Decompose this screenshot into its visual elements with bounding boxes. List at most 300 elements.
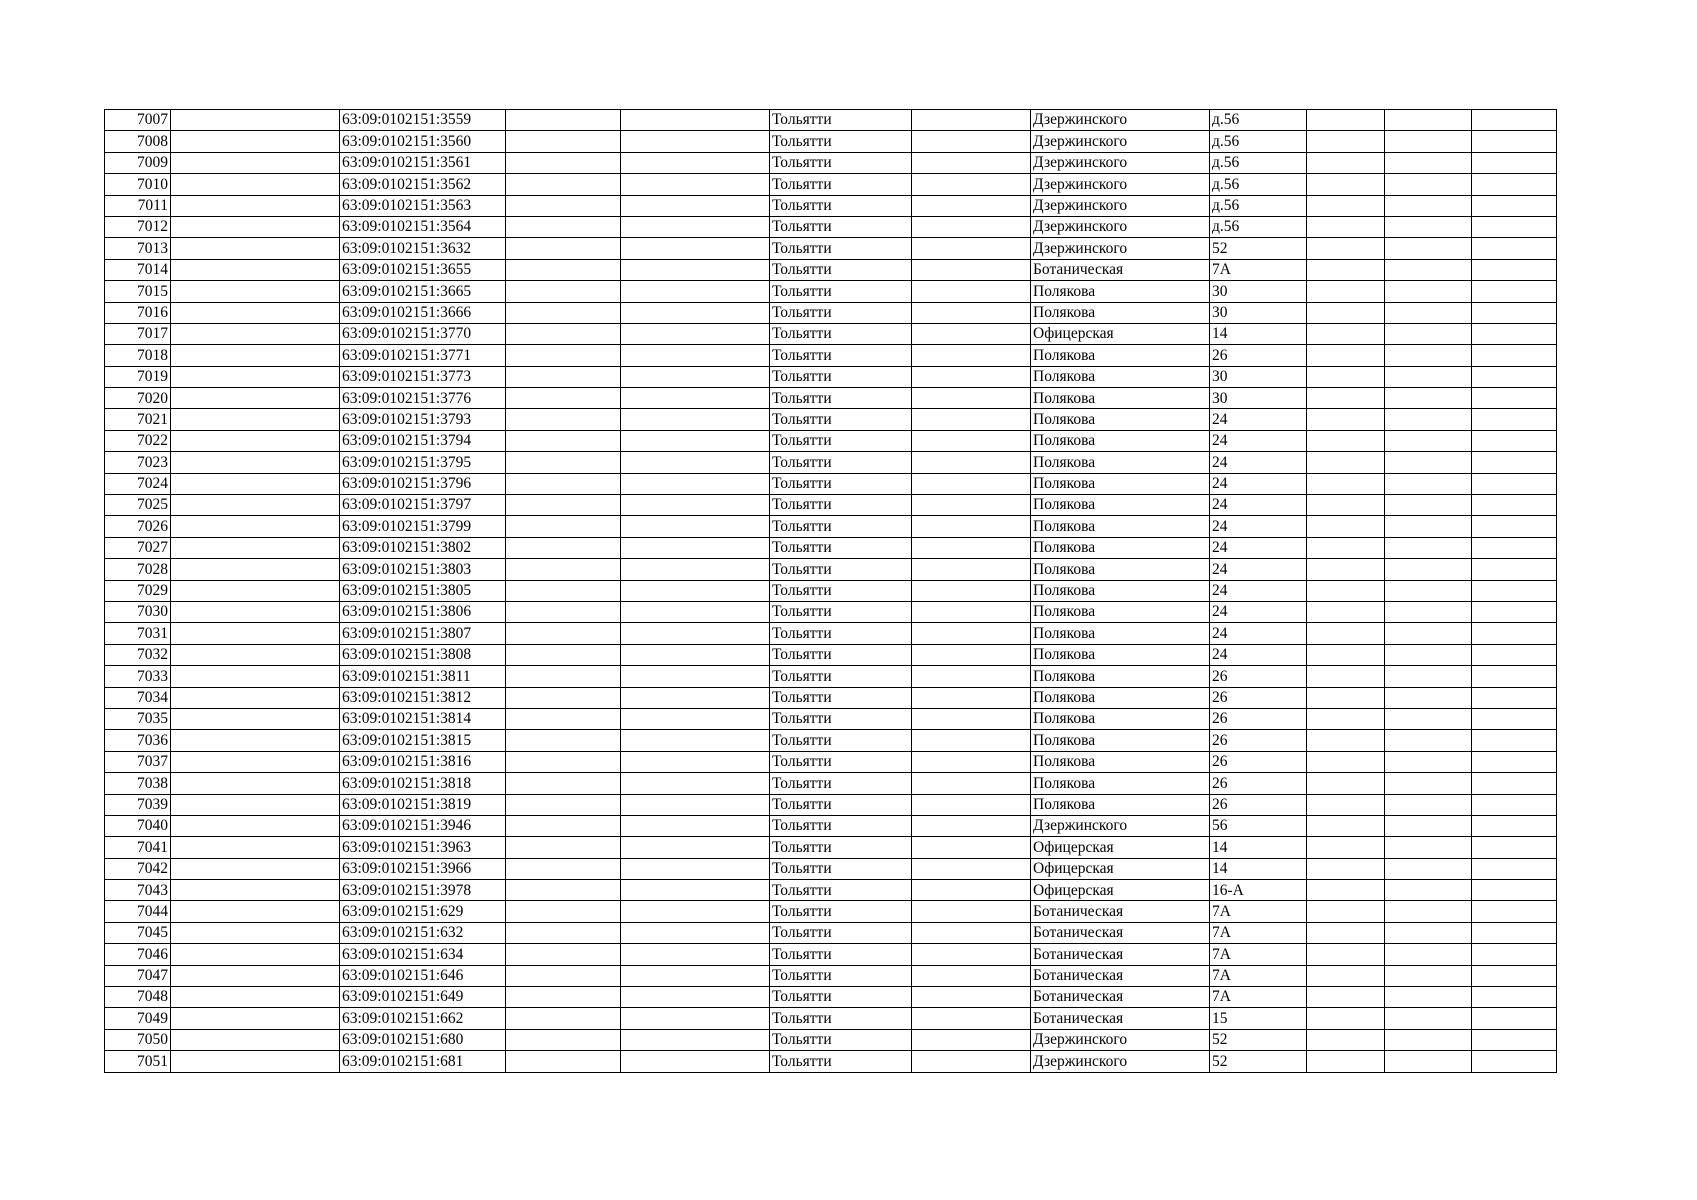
city-cell: Тольятти [770, 110, 912, 131]
empty-cell [506, 345, 621, 366]
table-row [105, 388, 1557, 409]
empty-cell [1307, 987, 1385, 1008]
empty-cell [1472, 815, 1557, 836]
cadastral-number-cell: 63:09:0102151:634 [340, 944, 506, 965]
empty-cell [1472, 880, 1557, 901]
street-cell: Ботаническая [1031, 901, 1210, 922]
cadastral-number-cell: 63:09:0102151:3946 [340, 815, 506, 836]
empty-cell [1307, 281, 1385, 302]
house-number-cell: 26 [1210, 730, 1307, 751]
empty-cell [1385, 495, 1472, 516]
empty-cell [506, 815, 621, 836]
house-number-cell: 14 [1210, 837, 1307, 858]
empty-cell [621, 216, 770, 237]
street-cell: Полякова [1031, 708, 1210, 729]
street-cell: Ботаническая [1031, 944, 1210, 965]
empty-cell [1307, 751, 1385, 772]
empty-cell [171, 238, 340, 259]
empty-cell [506, 580, 621, 601]
table-row [105, 773, 1557, 794]
table-row [105, 858, 1557, 879]
house-number-cell: 7А [1210, 944, 1307, 965]
empty-cell [1385, 559, 1472, 580]
empty-cell [1385, 302, 1472, 323]
empty-cell [621, 110, 770, 131]
cadastral-number-cell: 63:09:0102151:3816 [340, 751, 506, 772]
empty-cell [1307, 708, 1385, 729]
row-number-cell: 7028 [105, 559, 171, 580]
cadastral-number-cell: 63:09:0102151:3814 [340, 708, 506, 729]
empty-cell [1385, 1051, 1472, 1072]
empty-cell [171, 152, 340, 173]
cadastral-number-cell: 63:09:0102151:3794 [340, 430, 506, 451]
street-cell: Ботаническая [1031, 1008, 1210, 1029]
empty-cell [1307, 259, 1385, 280]
table-row [105, 238, 1557, 259]
city-cell: Тольятти [770, 965, 912, 986]
empty-cell [506, 559, 621, 580]
empty-cell [506, 409, 621, 430]
empty-cell [1307, 601, 1385, 622]
empty-cell [1385, 1029, 1472, 1050]
empty-cell [171, 730, 340, 751]
table-row [105, 452, 1557, 473]
row-number-cell: 7040 [105, 815, 171, 836]
empty-cell [1307, 195, 1385, 216]
empty-cell [912, 858, 1031, 879]
empty-cell [912, 922, 1031, 943]
city-cell: Тольятти [770, 452, 912, 473]
empty-cell [506, 666, 621, 687]
empty-cell [1307, 152, 1385, 173]
city-cell: Тольятти [770, 644, 912, 665]
house-number-cell: 24 [1210, 452, 1307, 473]
empty-cell [171, 623, 340, 644]
empty-cell [171, 708, 340, 729]
street-cell: Дзержинского [1031, 238, 1210, 259]
house-number-cell: 24 [1210, 580, 1307, 601]
row-number-cell: 7034 [105, 687, 171, 708]
empty-cell [171, 794, 340, 815]
house-number-cell: 52 [1210, 238, 1307, 259]
empty-cell [171, 281, 340, 302]
table-row [105, 944, 1557, 965]
cadastral-number-cell: 63:09:0102151:646 [340, 965, 506, 986]
empty-cell [1385, 1008, 1472, 1029]
house-number-cell: д.56 [1210, 131, 1307, 152]
city-cell: Тольятти [770, 345, 912, 366]
empty-cell [1307, 1051, 1385, 1072]
house-number-cell: 26 [1210, 666, 1307, 687]
street-cell: Полякова [1031, 452, 1210, 473]
empty-cell [1472, 794, 1557, 815]
empty-cell [1472, 1051, 1557, 1072]
city-cell: Тольятти [770, 195, 912, 216]
empty-cell [506, 965, 621, 986]
row-number-cell: 7020 [105, 388, 171, 409]
empty-cell [1472, 537, 1557, 558]
row-number-cell: 7033 [105, 666, 171, 687]
cadastral-number-cell: 63:09:0102151:3560 [340, 131, 506, 152]
empty-cell [506, 495, 621, 516]
table-row [105, 580, 1557, 601]
empty-cell [171, 751, 340, 772]
empty-cell [621, 473, 770, 494]
house-number-cell: 7А [1210, 922, 1307, 943]
empty-cell [1385, 880, 1472, 901]
empty-cell [1307, 559, 1385, 580]
empty-cell [621, 815, 770, 836]
empty-cell [1307, 238, 1385, 259]
empty-cell [912, 751, 1031, 772]
empty-cell [621, 644, 770, 665]
empty-cell [171, 687, 340, 708]
empty-cell [1385, 601, 1472, 622]
cadastral-number-cell: 63:09:0102151:3666 [340, 302, 506, 323]
street-cell: Дзержинского [1031, 1029, 1210, 1050]
row-number-cell: 7014 [105, 259, 171, 280]
empty-cell [506, 131, 621, 152]
street-cell: Полякова [1031, 580, 1210, 601]
empty-cell [912, 302, 1031, 323]
street-cell: Полякова [1031, 687, 1210, 708]
empty-cell [912, 537, 1031, 558]
table-row [105, 345, 1557, 366]
street-cell: Полякова [1031, 537, 1210, 558]
empty-cell [1307, 580, 1385, 601]
empty-cell [1307, 302, 1385, 323]
house-number-cell: 7А [1210, 965, 1307, 986]
row-number-cell: 7041 [105, 837, 171, 858]
empty-cell [1307, 815, 1385, 836]
street-cell: Полякова [1031, 644, 1210, 665]
empty-cell [171, 1051, 340, 1072]
empty-cell [171, 944, 340, 965]
empty-cell [506, 837, 621, 858]
row-number-cell: 7017 [105, 323, 171, 344]
table-row [105, 302, 1557, 323]
city-cell: Тольятти [770, 815, 912, 836]
house-number-cell: 24 [1210, 644, 1307, 665]
cadastral-number-cell: 63:09:0102151:680 [340, 1029, 506, 1050]
table-row [105, 174, 1557, 195]
row-number-cell: 7049 [105, 1008, 171, 1029]
street-cell: Полякова [1031, 794, 1210, 815]
table-row [105, 430, 1557, 451]
empty-cell [621, 409, 770, 430]
street-cell: Полякова [1031, 388, 1210, 409]
empty-cell [171, 1029, 340, 1050]
row-number-cell: 7043 [105, 880, 171, 901]
empty-cell [621, 773, 770, 794]
empty-cell [1472, 623, 1557, 644]
empty-cell [1472, 601, 1557, 622]
house-number-cell: 24 [1210, 623, 1307, 644]
row-number-cell: 7016 [105, 302, 171, 323]
cadastral-number-cell: 63:09:0102151:3808 [340, 644, 506, 665]
empty-cell [621, 751, 770, 772]
cadastral-number-cell: 63:09:0102151:649 [340, 987, 506, 1008]
street-cell: Полякова [1031, 559, 1210, 580]
empty-cell [621, 195, 770, 216]
table-row [105, 708, 1557, 729]
table-row [105, 323, 1557, 344]
empty-cell [621, 559, 770, 580]
empty-cell [1472, 409, 1557, 430]
empty-cell [506, 880, 621, 901]
street-cell: Офицерская [1031, 837, 1210, 858]
cadastral-number-cell: 63:09:0102151:629 [340, 901, 506, 922]
empty-cell [1307, 794, 1385, 815]
empty-cell [506, 110, 621, 131]
empty-cell [621, 922, 770, 943]
row-number-cell: 7023 [105, 452, 171, 473]
table-row [105, 495, 1557, 516]
cadastral-number-cell: 63:09:0102151:3819 [340, 794, 506, 815]
empty-cell [1307, 174, 1385, 195]
empty-cell [171, 131, 340, 152]
city-cell: Тольятти [770, 580, 912, 601]
empty-cell [1307, 110, 1385, 131]
street-cell: Полякова [1031, 601, 1210, 622]
street-cell: Дзержинского [1031, 216, 1210, 237]
table-row [105, 409, 1557, 430]
empty-cell [912, 1029, 1031, 1050]
empty-cell [171, 323, 340, 344]
street-cell: Полякова [1031, 730, 1210, 751]
city-cell: Тольятти [770, 259, 912, 280]
table-row [105, 965, 1557, 986]
empty-cell [1472, 452, 1557, 473]
empty-cell [506, 452, 621, 473]
table-row [105, 880, 1557, 901]
empty-cell [621, 430, 770, 451]
house-number-cell: 24 [1210, 495, 1307, 516]
city-cell: Тольятти [770, 944, 912, 965]
empty-cell [1307, 345, 1385, 366]
empty-cell [171, 302, 340, 323]
row-number-cell: 7039 [105, 794, 171, 815]
empty-cell [506, 152, 621, 173]
empty-cell [171, 666, 340, 687]
empty-cell [506, 473, 621, 494]
empty-cell [1385, 430, 1472, 451]
empty-cell [912, 452, 1031, 473]
street-cell: Дзержинского [1031, 110, 1210, 131]
empty-cell [912, 366, 1031, 387]
empty-cell [506, 987, 621, 1008]
empty-cell [1472, 965, 1557, 986]
cadastral-number-cell: 63:09:0102151:3563 [340, 195, 506, 216]
empty-cell [912, 323, 1031, 344]
empty-cell [171, 965, 340, 986]
table-row [105, 601, 1557, 622]
empty-cell [621, 965, 770, 986]
empty-cell [912, 601, 1031, 622]
cadastral-number-cell: 63:09:0102151:3966 [340, 858, 506, 879]
empty-cell [1385, 345, 1472, 366]
empty-cell [171, 922, 340, 943]
empty-cell [1385, 794, 1472, 815]
empty-cell [621, 858, 770, 879]
empty-cell [1385, 944, 1472, 965]
table-row [105, 1008, 1557, 1029]
cadastral-number-cell: 63:09:0102151:3655 [340, 259, 506, 280]
cadastral-number-cell: 63:09:0102151:3806 [340, 601, 506, 622]
table-row [105, 794, 1557, 815]
empty-cell [1307, 858, 1385, 879]
city-cell: Тольятти [770, 409, 912, 430]
empty-cell [1385, 901, 1472, 922]
empty-cell [171, 366, 340, 387]
table-row [105, 473, 1557, 494]
empty-cell [506, 644, 621, 665]
empty-cell [1472, 922, 1557, 943]
street-cell: Полякова [1031, 473, 1210, 494]
empty-cell [506, 323, 621, 344]
table-row [105, 751, 1557, 772]
empty-cell [1385, 644, 1472, 665]
house-number-cell: 56 [1210, 815, 1307, 836]
empty-cell [1472, 708, 1557, 729]
empty-cell [621, 1029, 770, 1050]
empty-cell [171, 987, 340, 1008]
city-cell: Тольятти [770, 430, 912, 451]
empty-cell [621, 366, 770, 387]
house-number-cell: 24 [1210, 601, 1307, 622]
cadastral-number-cell: 63:09:0102151:662 [340, 1008, 506, 1029]
house-number-cell: 26 [1210, 708, 1307, 729]
house-number-cell: 24 [1210, 559, 1307, 580]
empty-cell [1385, 238, 1472, 259]
empty-cell [1307, 430, 1385, 451]
city-cell: Тольятти [770, 687, 912, 708]
empty-cell [621, 666, 770, 687]
row-number-cell: 7037 [105, 751, 171, 772]
city-cell: Тольятти [770, 323, 912, 344]
empty-cell [506, 858, 621, 879]
table-row [105, 815, 1557, 836]
street-cell: Ботаническая [1031, 259, 1210, 280]
empty-cell [621, 495, 770, 516]
empty-cell [621, 730, 770, 751]
row-number-cell: 7032 [105, 644, 171, 665]
street-cell: Ботаническая [1031, 965, 1210, 986]
table-row [105, 922, 1557, 943]
cadastral-number-cell: 63:09:0102151:3561 [340, 152, 506, 173]
house-number-cell: 14 [1210, 858, 1307, 879]
house-number-cell: 24 [1210, 516, 1307, 537]
empty-cell [621, 1051, 770, 1072]
empty-cell [1385, 152, 1472, 173]
cadastral-number-cell: 63:09:0102151:3776 [340, 388, 506, 409]
empty-cell [506, 302, 621, 323]
cadastral-number-cell: 63:09:0102151:3770 [340, 323, 506, 344]
empty-cell [1472, 473, 1557, 494]
empty-cell [1472, 174, 1557, 195]
row-number-cell: 7050 [105, 1029, 171, 1050]
table-row [105, 687, 1557, 708]
street-cell: Офицерская [1031, 880, 1210, 901]
cadastral-number-cell: 63:09:0102151:3802 [340, 537, 506, 558]
cadastral-number-cell: 63:09:0102151:3799 [340, 516, 506, 537]
empty-cell [1385, 452, 1472, 473]
row-number-cell: 7038 [105, 773, 171, 794]
house-number-cell: 52 [1210, 1029, 1307, 1050]
house-number-cell: 24 [1210, 430, 1307, 451]
empty-cell [171, 259, 340, 280]
empty-cell [1472, 259, 1557, 280]
empty-cell [1472, 323, 1557, 344]
house-number-cell: 30 [1210, 388, 1307, 409]
empty-cell [171, 473, 340, 494]
empty-cell [912, 666, 1031, 687]
empty-cell [912, 281, 1031, 302]
row-number-cell: 7029 [105, 580, 171, 601]
empty-cell [912, 559, 1031, 580]
empty-cell [1307, 880, 1385, 901]
empty-cell [1385, 687, 1472, 708]
empty-cell [912, 110, 1031, 131]
empty-cell [621, 238, 770, 259]
empty-cell [912, 987, 1031, 1008]
row-number-cell: 7012 [105, 216, 171, 237]
empty-cell [171, 195, 340, 216]
empty-cell [1307, 131, 1385, 152]
empty-cell [1472, 430, 1557, 451]
city-cell: Тольятти [770, 281, 912, 302]
empty-cell [912, 644, 1031, 665]
empty-cell [621, 537, 770, 558]
city-cell: Тольятти [770, 666, 912, 687]
house-number-cell: д.56 [1210, 110, 1307, 131]
empty-cell [1307, 1029, 1385, 1050]
empty-cell [1385, 623, 1472, 644]
empty-cell [1385, 131, 1472, 152]
empty-cell [1307, 409, 1385, 430]
empty-cell [506, 751, 621, 772]
empty-cell [506, 537, 621, 558]
house-number-cell: 52 [1210, 1051, 1307, 1072]
street-cell: Дзержинского [1031, 1051, 1210, 1072]
empty-cell [506, 430, 621, 451]
empty-cell [1307, 216, 1385, 237]
empty-cell [506, 366, 621, 387]
house-number-cell: 26 [1210, 345, 1307, 366]
empty-cell [912, 131, 1031, 152]
empty-cell [1385, 174, 1472, 195]
city-cell: Тольятти [770, 708, 912, 729]
table-row [105, 195, 1557, 216]
empty-cell [1472, 987, 1557, 1008]
street-cell: Полякова [1031, 409, 1210, 430]
city-cell: Тольятти [770, 216, 912, 237]
cadastral-number-cell: 63:09:0102151:3773 [340, 366, 506, 387]
empty-cell [1307, 473, 1385, 494]
city-cell: Тольятти [770, 152, 912, 173]
city-cell: Тольятти [770, 537, 912, 558]
table-row [105, 837, 1557, 858]
row-number-cell: 7027 [105, 537, 171, 558]
street-cell: Полякова [1031, 623, 1210, 644]
empty-cell [912, 516, 1031, 537]
empty-cell [621, 880, 770, 901]
empty-cell [171, 1008, 340, 1029]
registry-body [105, 110, 1557, 1073]
empty-cell [621, 388, 770, 409]
empty-cell [1385, 388, 1472, 409]
house-number-cell: 26 [1210, 794, 1307, 815]
